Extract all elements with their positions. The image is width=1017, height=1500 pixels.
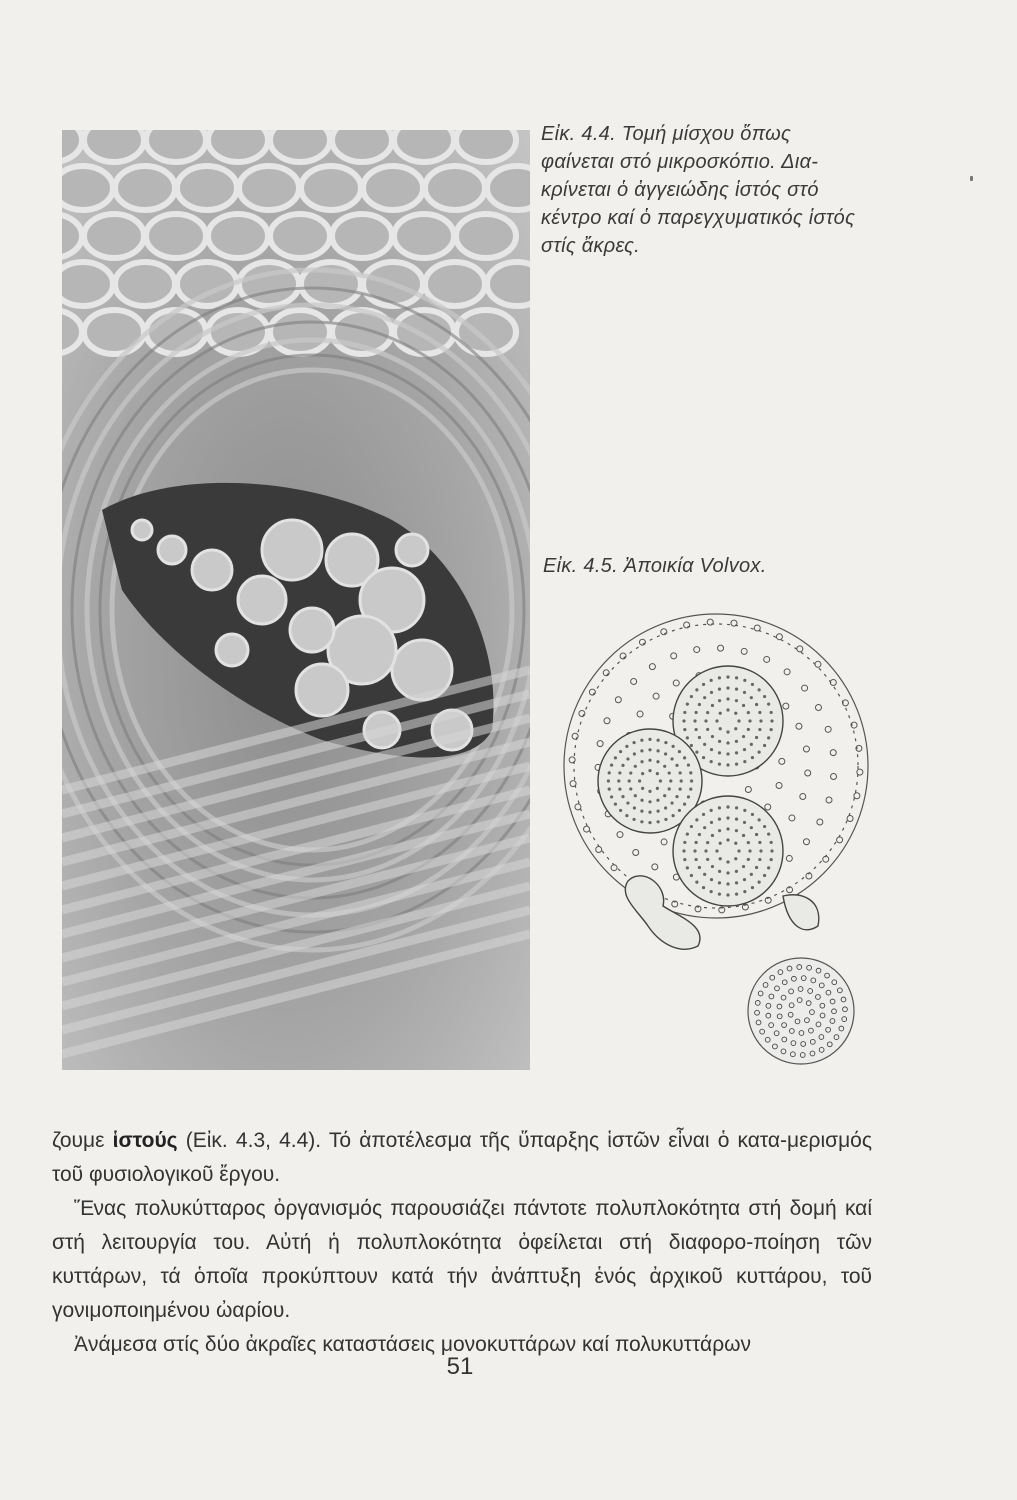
bold-term-istous: ἱστούς bbox=[112, 1129, 178, 1152]
body-text bbox=[52, 1124, 872, 1362]
petiole-micrograph bbox=[62, 130, 530, 1070]
page-number: 51 bbox=[446, 1353, 474, 1380]
paragraph-3: Ἀνάμεσα στίς δύο ἀκραῖες καταστάσεις μονοκυττάρων καί πολυκυττάρων bbox=[74, 1333, 752, 1356]
figure-4-4-caption: Εἰκ. 4.4. Τομή μίσχου ὅπως φαίνεται στό μικροσκόπιο. Δια-κρίνεται ὁ ἀγγειώδης ἱστός στό κέντρο καί ὁ παρεγχυματικός ἱστός στίς ἄκρες. bbox=[541, 123, 856, 257]
volvox-small-colony-drawing bbox=[745, 955, 857, 1067]
paragraph-2: Ἕνας πολυκύτταρος ὀργανισμός παρουσιάζει πάντοτε πολυπλοκότητα στή δομή καί στή λειτουργία του. Αὐτή ἡ πολυπλοκότητα ὀφείλεται στή διαφορο-ποίηση τῶν κυττάρων, τά ὁποῖα προκύπτουν κατά τήν ἀνάπτυξη ἑνός ἀρχικοῦ κυττάρου, τοῦ γονιμοποιημένου ὠαρίου. bbox=[52, 1197, 872, 1322]
ink-speck bbox=[970, 176, 973, 181]
paragraph-1-start: ζουμε bbox=[52, 1129, 113, 1152]
figure-4-5-caption: Εἰκ. 4.5. Ἀποικία Volvox. bbox=[543, 555, 767, 577]
volvox-colony-drawing bbox=[548, 596, 883, 968]
paragraph-1 bbox=[52, 1124, 872, 1192]
paragraph-1-rest: (Εἰκ. 4.3, 4.4). Τό ἀποτέλεσμα τῆς ὕπαρξης ἱστῶν εἶναι ὁ κατα-μερισμός τοῦ φυσιολογικοῦ ἔργου. bbox=[52, 1129, 872, 1186]
